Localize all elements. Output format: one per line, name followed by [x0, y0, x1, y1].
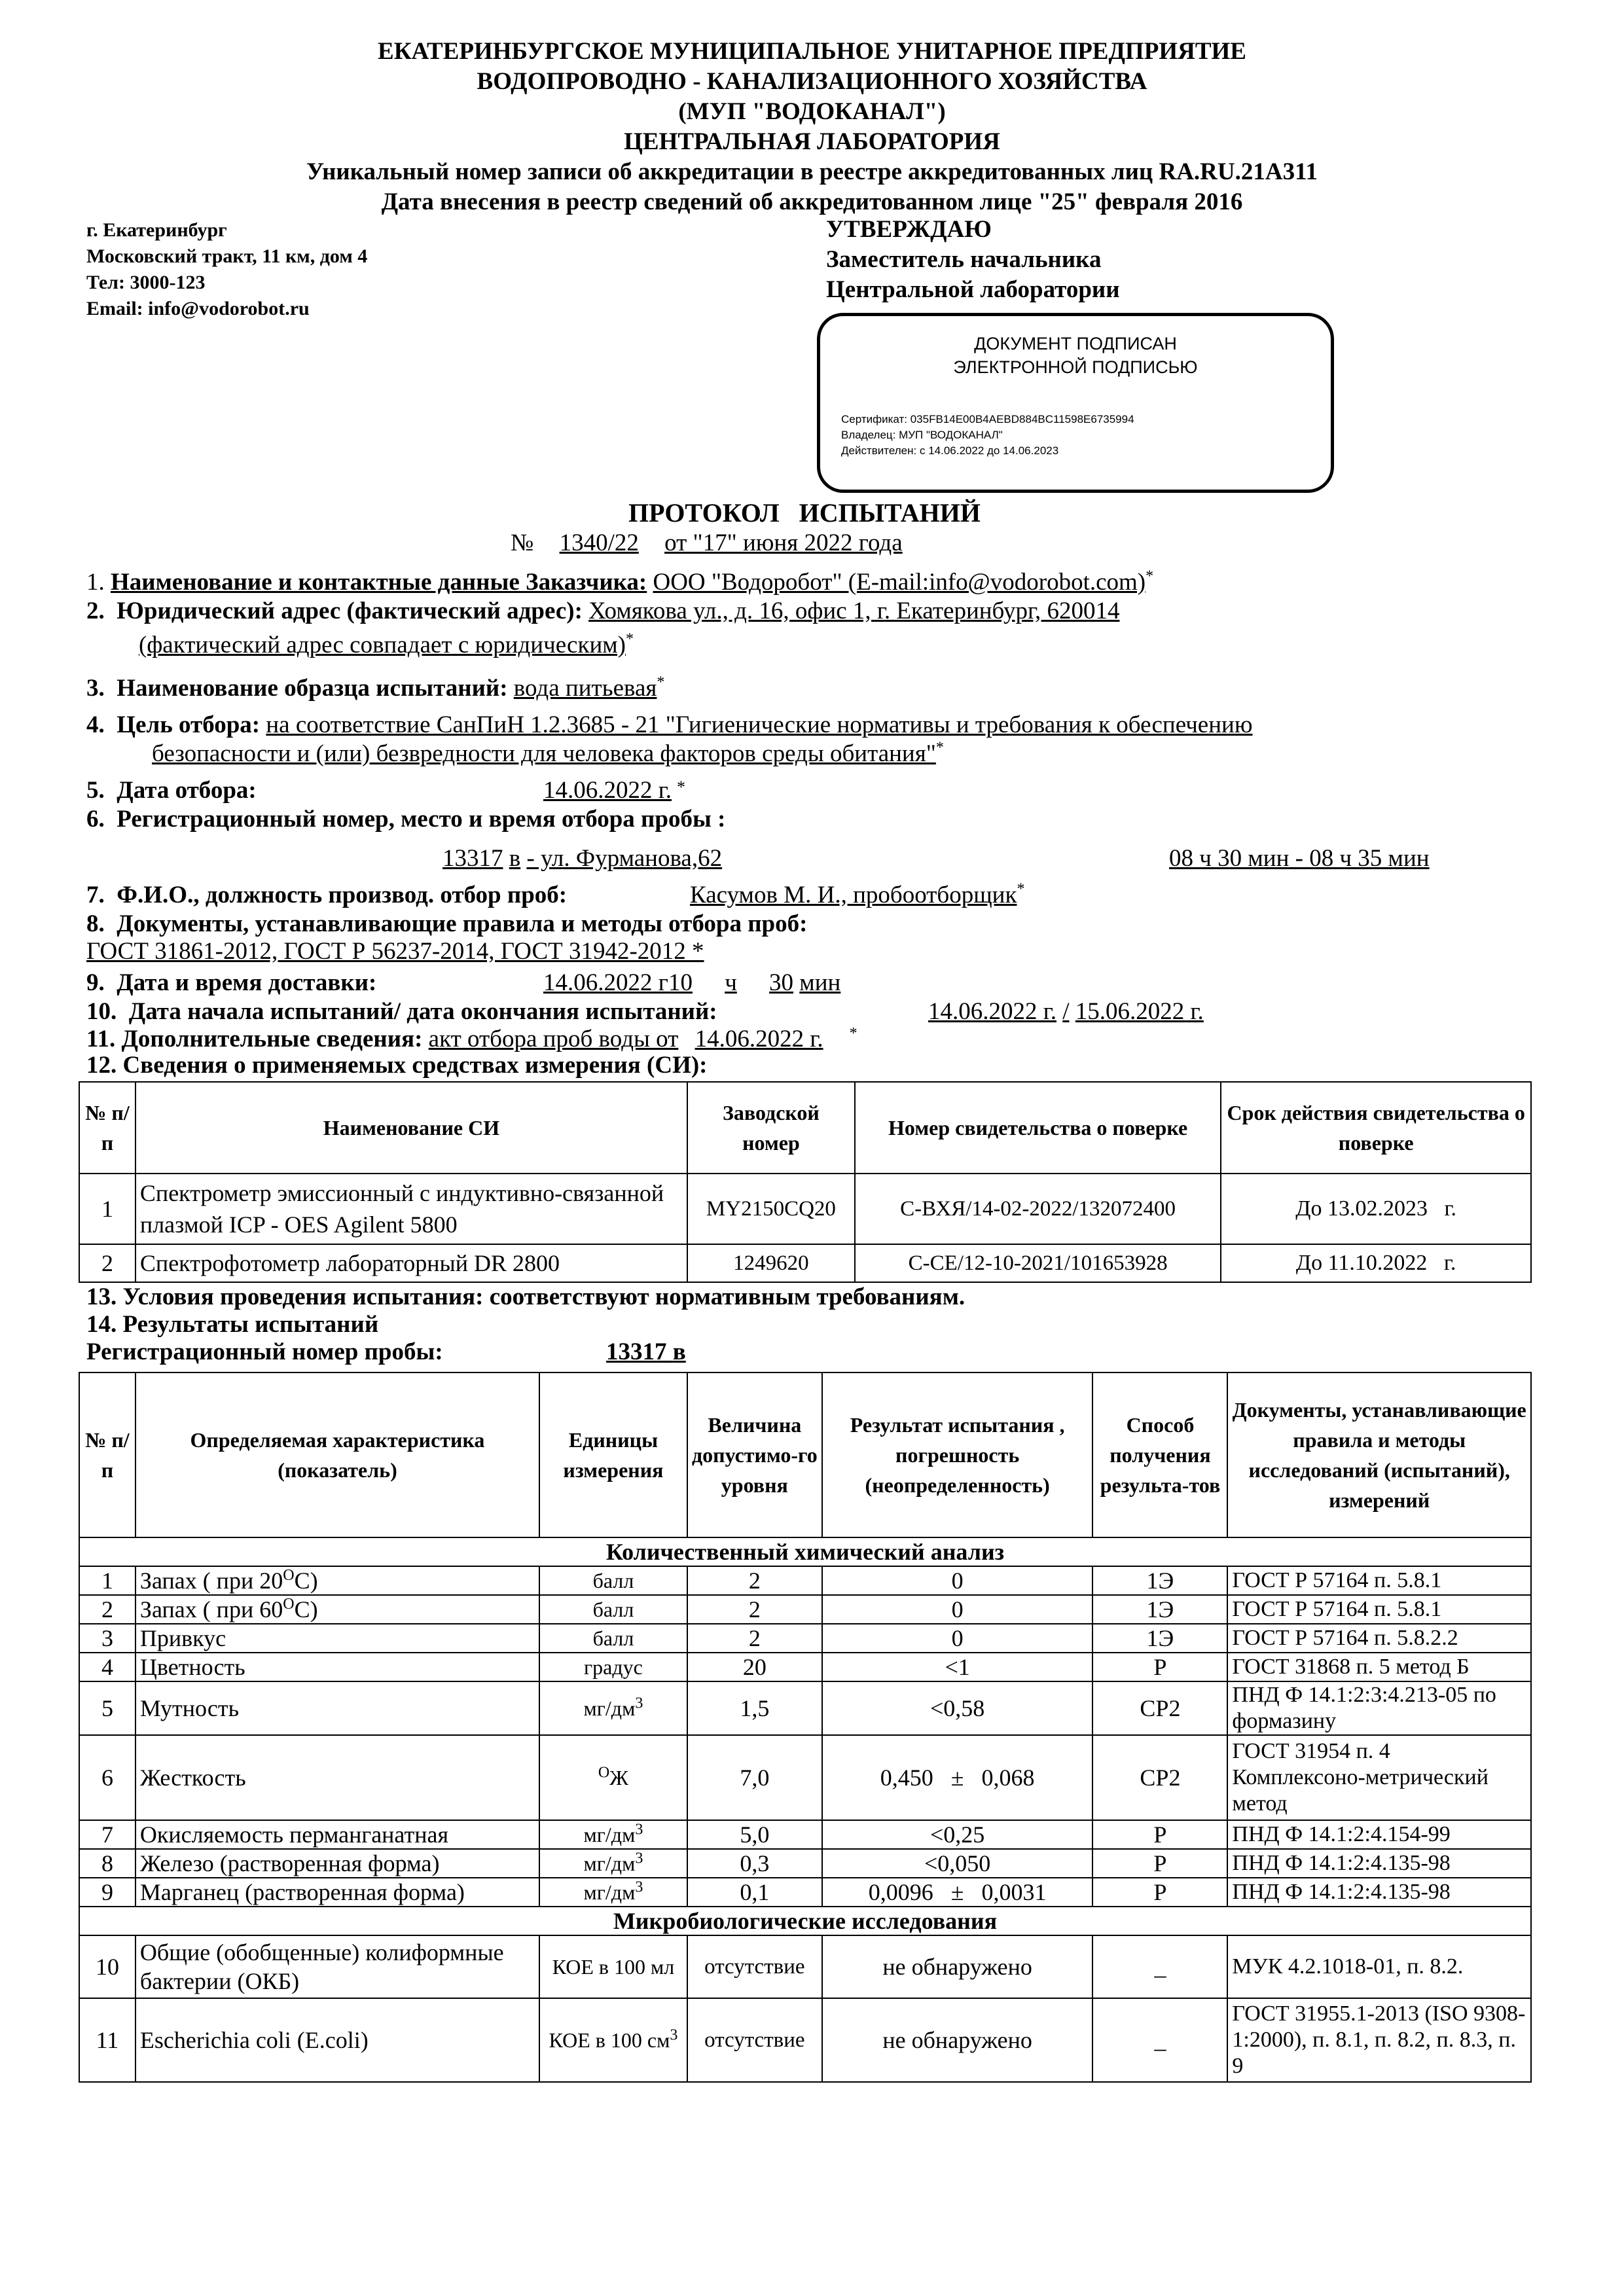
- cell-method: Р: [1092, 1820, 1227, 1849]
- cell-limit: 5,0: [687, 1820, 822, 1849]
- cell-document: ГОСТ Р 57164 п. 5.8.1: [1227, 1566, 1531, 1595]
- item-sample-name: [86, 674, 664, 703]
- item-label: Юридический адрес (фактический адрес):: [117, 598, 583, 624]
- registry-date-line: Дата внесения в реестр сведений об аккредитованном лице "25" февраля 2016: [381, 188, 1243, 215]
- cell-characteristic: Привкус: [135, 1624, 539, 1653]
- item-customer: [86, 568, 1153, 597]
- cell-document: ГОСТ 31954 п. 4 Комплексоно-метрический метод: [1227, 1735, 1531, 1820]
- cell-serial: 1249620: [687, 1244, 855, 1282]
- col-header: Результат испытания , погрешность (неопределенность): [822, 1372, 1093, 1537]
- item-sampling-date: [86, 776, 257, 805]
- asterisk: *: [1146, 567, 1154, 585]
- sample-registration-label: Регистрационный номер пробы:: [86, 1338, 443, 1365]
- asterisk: *: [657, 673, 665, 691]
- sample-name-value: вода питьевая: [513, 675, 657, 702]
- item-label: Ф.И.О., должность производ. отбор проб:: [117, 882, 568, 908]
- section-title: Микробиологические исследования: [79, 1907, 1531, 1935]
- measuring-instruments-table: [79, 1081, 1532, 1283]
- cell-limit: 0,3: [687, 1849, 822, 1878]
- item-number: 8.: [86, 910, 105, 937]
- cell-result: 0: [822, 1595, 1093, 1624]
- sampling-place: - ул. Фурманова,62: [526, 845, 723, 872]
- cell-number: 9: [79, 1878, 135, 1907]
- table-row: [79, 1998, 1531, 2082]
- cell-result: 0,450 ± 0,068: [822, 1735, 1093, 1820]
- legal-address-value: Хомякова ул., д. 16, офис 1, г. Екатеринбург, 620014: [588, 598, 1120, 624]
- sampler-value-line: [690, 881, 1024, 910]
- item-number: 12.: [86, 1052, 117, 1079]
- cell-number: 2: [79, 1595, 135, 1624]
- asterisk: *: [1017, 880, 1025, 898]
- cell-characteristic: Цветность: [135, 1653, 539, 1681]
- table-header-row: [79, 1372, 1531, 1537]
- superscript: 3: [670, 2026, 678, 2044]
- address-street: Московский тракт, 11 км, дом 4: [86, 245, 368, 267]
- superscript: О: [283, 1596, 295, 1613]
- superscript: 3: [635, 1849, 643, 1867]
- cell-unit: $мг/дм^3$: [539, 1681, 687, 1735]
- cell-number: 7: [79, 1820, 135, 1849]
- cell-method: СР2: [1092, 1681, 1227, 1735]
- item-delivery: [86, 969, 376, 997]
- cell-method: Р: [1092, 1653, 1227, 1681]
- protocol-title: ПРОТОКОЛ ИСПЫТАНИЙ: [628, 498, 981, 528]
- approval-line-1: Заместитель начальника: [826, 246, 1102, 273]
- cell-method: _: [1092, 1998, 1227, 2082]
- cell-number: 5: [79, 1681, 135, 1735]
- item-legal-address: [86, 597, 1119, 626]
- cell-unit: градус: [539, 1653, 687, 1681]
- table-row: [79, 1174, 1531, 1244]
- col-header: Способ получения результа-тов: [1092, 1372, 1227, 1537]
- registration-details: [442, 844, 722, 873]
- item-number: 11.: [86, 1026, 116, 1052]
- item-sampling-docs: [86, 910, 807, 939]
- test-end-date: 15.06.2022 г.: [1075, 998, 1204, 1025]
- cell-document: ПНД Ф 14.1:2:3:4.213-05 по формазину: [1227, 1681, 1531, 1735]
- cell-document: ГОСТ Р 57164 п. 5.8.1: [1227, 1595, 1531, 1624]
- table-row: [79, 1244, 1531, 1282]
- col-header: № п/п: [79, 1372, 135, 1537]
- table-row: [79, 1878, 1531, 1907]
- cell-method: _: [1092, 1935, 1227, 1998]
- address-city: г. Екатеринбург: [86, 219, 227, 241]
- item-number: 4.: [86, 711, 105, 738]
- table-row: [79, 1681, 1531, 1735]
- additional-info-date: 14.06.2022 г.: [695, 1026, 823, 1052]
- section-14: 14. Результаты испытаний: [86, 1311, 379, 1338]
- cell-method: СР2: [1092, 1735, 1227, 1820]
- cell-method: 1Э: [1092, 1624, 1227, 1653]
- cell-number: 3: [79, 1624, 135, 1653]
- cell-certificate: С-СЕ/12-10-2021/101653928: [855, 1244, 1221, 1282]
- cell-number: 2: [79, 1244, 135, 1282]
- item-test-dates: [86, 997, 717, 1026]
- item-sampler: [86, 881, 567, 910]
- asterisk: *: [935, 739, 944, 757]
- sample-registration-value: [606, 1338, 686, 1367]
- item-number: 5.: [86, 777, 105, 804]
- cell-result: <1: [822, 1653, 1093, 1681]
- item-label: Наименование и контактные данные Заказчика:: [111, 569, 647, 596]
- sample-registration-line: [86, 1338, 443, 1367]
- cell-result: <0,58: [822, 1681, 1093, 1735]
- cell-limit: 7,0: [687, 1735, 822, 1820]
- actual-address-note: (фактический адрес совпадает с юридическим): [139, 632, 626, 658]
- item-sampling-purpose: [86, 711, 1252, 740]
- cell-limit: отсутствие: [687, 1998, 822, 2082]
- sampling-time: 08 ч 30 мин - 08 ч 35 мин: [1169, 845, 1430, 872]
- item-label: Дата начала испытаний/ дата окончания испытаний:: [128, 998, 717, 1025]
- cell-characteristic: Железо (растворенная форма): [135, 1849, 539, 1878]
- test-dates-value: [928, 997, 1204, 1026]
- col-header: Номер свидетельства о поверке: [855, 1082, 1221, 1174]
- cell-unit: балл: [539, 1595, 687, 1624]
- delivery-hour: 10: [668, 969, 693, 996]
- col-header: № п/п: [79, 1082, 135, 1174]
- cell-document: ГОСТ 31868 п. 5 метод Б: [1227, 1653, 1531, 1681]
- asterisk: *: [625, 630, 634, 648]
- item-number: 3.: [86, 675, 105, 702]
- cell-characteristic: Марганец (растворенная форма): [135, 1878, 539, 1907]
- table-row: [79, 1820, 1531, 1849]
- table-row: [79, 1935, 1531, 1998]
- item-sampling-purpose-cont: [86, 740, 944, 768]
- cell-characteristic: Запах ( при $20^ОС$): [135, 1566, 539, 1595]
- item-number: 9.: [86, 969, 105, 996]
- delivery-minute-unit: мин: [799, 969, 841, 996]
- section-title: Количественный химический анализ: [79, 1537, 1531, 1566]
- cell-number: 1: [79, 1174, 135, 1244]
- org-line-2: ВОДОПРОВОДНО - КАНАЛИЗАЦИОННОГО ХОЗЯЙСТВА: [477, 68, 1147, 95]
- cell-unit: $мг/дм^3$: [539, 1878, 687, 1907]
- col-header: Срок действия свидетельства о поверке: [1221, 1082, 1531, 1174]
- cell-certificate: С-ВХЯ/14-02-2022/132072400: [855, 1174, 1221, 1244]
- col-header: Наименование СИ: [135, 1082, 687, 1174]
- cell-method: 1Э: [1092, 1595, 1227, 1624]
- cell-limit: 0,1: [687, 1878, 822, 1907]
- col-header: Величина допустимо-го уровня: [687, 1372, 822, 1537]
- superscript: 3: [635, 1878, 643, 1895]
- results-table: [79, 1372, 1532, 2083]
- cell-result: <0,25: [822, 1820, 1093, 1849]
- delivery-minute: 30: [769, 969, 794, 996]
- cell-document: ПНД Ф 14.1:2:4.135-98: [1227, 1849, 1531, 1878]
- cell-characteristic: Жесткость: [135, 1735, 539, 1820]
- item-label: Наименование образца испытаний:: [117, 675, 508, 702]
- cell-number: 4: [79, 1653, 135, 1681]
- cell-instrument-name: Спектрофотометр лабораторный DR 2800: [135, 1244, 687, 1282]
- cell-unit: КОЕ в 100 $см^3$: [539, 1998, 687, 2082]
- protocol-number: 1340/22: [559, 529, 639, 556]
- sampling-date-value: 14.06.2022 г.: [543, 777, 672, 804]
- address-email: Email: info@vodorobot.ru: [86, 298, 310, 319]
- cell-unit: $мг/дм^3$: [539, 1849, 687, 1878]
- cell-limit: отсутствие: [687, 1935, 822, 1998]
- cell-method: 1Э: [1092, 1566, 1227, 1595]
- stamp-line-1: ДОКУМЕНТ ПОДПИСАН: [974, 334, 1177, 353]
- stamp-line-2: ЭЛЕКТРОННОЙ ПОДПИСЬЮ: [953, 357, 1198, 377]
- registration-in: в: [509, 845, 521, 872]
- table-row: [79, 1849, 1531, 1878]
- cell-number: 8: [79, 1849, 135, 1878]
- item-number: 7.: [86, 882, 105, 908]
- table-row: [79, 1653, 1531, 1681]
- superscript: 3: [635, 1694, 643, 1712]
- section-row-microbiology: [79, 1907, 1531, 1935]
- item-label: Цель отбора:: [117, 711, 261, 738]
- address-phone: Тел: 3000-123: [86, 272, 206, 293]
- chemistry-rows: [79, 1566, 1531, 1907]
- approval-line-2: Центральной лаборатории: [826, 276, 1120, 303]
- superscript: 3: [635, 1820, 643, 1838]
- section-row-chemistry: [79, 1537, 1531, 1566]
- item-legal-address-note: [86, 631, 634, 660]
- cell-validity: До 13.02.2023 г.: [1221, 1174, 1531, 1244]
- protocol-number-line: [511, 529, 903, 558]
- additional-info-value: акт отбора проб воды от: [428, 1026, 679, 1052]
- item-number: 2.: [86, 598, 105, 624]
- cell-characteristic: Мутность: [135, 1681, 539, 1735]
- microbiology-rows: [79, 1935, 1531, 2082]
- delivery-hour-unit: ч: [725, 969, 737, 996]
- cell-number: 6: [79, 1735, 135, 1820]
- sampler-value: Касумов М. И., пробоотборщик: [690, 882, 1017, 908]
- cell-characteristic: Escherichia coli (E.coli): [135, 1998, 539, 2082]
- accreditation-line: Уникальный номер записи об аккредитации в реестре аккредитованных лиц RA.RU.21А311: [306, 158, 1318, 185]
- superscript: О: [283, 1567, 295, 1584]
- cell-result: 0: [822, 1624, 1093, 1653]
- org-line-4: ЦЕНТРАЛЬНАЯ ЛАБОРАТОРИЯ: [624, 128, 1000, 155]
- section-13: 13. Условия проведения испытания: соответствуют нормативным требованиям.: [86, 1283, 965, 1310]
- cell-validity: До 11.10.2022 г.: [1221, 1244, 1531, 1282]
- cell-characteristic: Запах ( при $60^ОС$): [135, 1595, 539, 1624]
- sampling-purpose-value-2: безопасности и (или) безвредности для человека факторов среды обитания": [152, 740, 936, 767]
- col-header: Единицы измерения: [539, 1372, 687, 1537]
- customer-value: ООО "Водоробот" (E-mail:info@vodorobot.com): [653, 569, 1146, 596]
- cell-limit: 1,5: [687, 1681, 822, 1735]
- item-label: Дополнительные сведения:: [121, 1026, 423, 1052]
- electronic-signature-stamp: [817, 313, 1334, 493]
- cell-limit: 20: [687, 1653, 822, 1681]
- item-number: 10.: [86, 998, 117, 1025]
- item-label: Регистрационный номер, место и время отбора пробы :: [117, 806, 726, 833]
- table-row: [79, 1595, 1531, 1624]
- sample-registration-in: в: [672, 1338, 686, 1365]
- item-measuring-instruments: [86, 1051, 708, 1080]
- cell-method: Р: [1092, 1849, 1227, 1878]
- cell-document: ГОСТ 31955.1-2013 (ISO 9308-1:2000), п. 8.1, п. 8.2, п. 8.3, п. 9: [1227, 1998, 1531, 2082]
- delivery-date: 14.06.2022 г: [543, 969, 668, 996]
- cell-document: МУК 4.2.1018-01, п. 8.2.: [1227, 1935, 1531, 1998]
- cell-unit: балл: [539, 1566, 687, 1595]
- cell-instrument-name: Спектрометр эмиссионный с индуктивно-связанной плазмой ICP - OES Agilent 5800: [135, 1174, 687, 1244]
- cell-document: ПНД Ф 14.1:2:4.154-99: [1227, 1820, 1531, 1849]
- col-header: Документы, устанавливающие правила и методы исследований (испытаний), измерений: [1227, 1372, 1531, 1537]
- cell-characteristic: Общие (обобщенные) колиформные бактерии (ОКБ): [135, 1935, 539, 1998]
- protocol-number-sign: №: [511, 529, 534, 556]
- cell-serial: MY2150CQ20: [687, 1174, 855, 1244]
- stamp-certificate: Сертификат: 035FB14E00B4AEBD884BC11598E6735994: [841, 413, 1134, 425]
- cell-number: 1: [79, 1566, 135, 1595]
- sampling-purpose-value: на соответствие СанПиН 1.2.3685 - 21 "Гигиенические нормативы и требования к обеспечению: [266, 711, 1253, 738]
- table-row: [79, 1566, 1531, 1595]
- cell-unit: КОЕ в 100 мл: [539, 1935, 687, 1998]
- table-header-row: [79, 1082, 1531, 1174]
- asterisk: *: [849, 1024, 857, 1042]
- cell-result: 0,0096 ± 0,0031: [822, 1878, 1093, 1907]
- cell-limit: 2: [687, 1624, 822, 1653]
- approval-title: УТВЕРЖДАЮ: [826, 216, 992, 243]
- col-header: Заводской номер: [687, 1082, 855, 1174]
- cell-result: <0,050: [822, 1849, 1093, 1878]
- cell-unit: $мг/дм^3$: [539, 1820, 687, 1849]
- test-start-date: 14.06.2022 г.: [928, 998, 1057, 1025]
- stamp-validity: Действителен: с 14.06.2022 до 14.06.2023: [841, 444, 1059, 457]
- cell-unit: $^О$Ж: [539, 1735, 687, 1820]
- cell-result: не обнаружено: [822, 1935, 1093, 1998]
- test-dates-separator: /: [1062, 998, 1070, 1025]
- item-registration: [86, 805, 725, 834]
- superscript: О: [598, 1763, 610, 1781]
- item-number: 1.: [86, 569, 105, 596]
- cell-characteristic: Окисляемость перманганатная: [135, 1820, 539, 1849]
- item-label: Сведения о применяемых средствах измерения (СИ):: [122, 1052, 708, 1079]
- cell-limit: 2: [687, 1595, 822, 1624]
- cell-number: 10: [79, 1935, 135, 1998]
- cell-unit: балл: [539, 1624, 687, 1653]
- col-header: Определяемая характеристика (показатель): [135, 1372, 539, 1537]
- table-row: [79, 1735, 1531, 1820]
- item-label: Документы, устанавливающие правила и методы отбора проб:: [117, 910, 808, 937]
- protocol-date: от "17" июня 2022 года: [664, 529, 903, 556]
- cell-method: Р: [1092, 1878, 1227, 1907]
- item-additional-info: [86, 1025, 857, 1054]
- item-number: 6.: [86, 806, 105, 833]
- asterisk: *: [677, 778, 685, 797]
- cell-number: 11: [79, 1998, 135, 2082]
- table-row: [79, 1624, 1531, 1653]
- org-line-3: (МУП "ВОДОКАНАЛ"): [678, 98, 946, 125]
- org-line-1: ЕКАТЕРИНБУРГСКОЕ МУНИЦИПАЛЬНОЕ УНИТАРНОЕ ПРЕДПРИЯТИЕ: [378, 38, 1246, 65]
- delivery-value: [543, 969, 840, 997]
- item-label: Дата и время доставки:: [117, 969, 377, 996]
- stamp-owner: Владелец: МУП "ВОДОКАНАЛ": [841, 429, 1003, 441]
- cell-result: не обнаружено: [822, 1998, 1093, 2082]
- item-label: Дата отбора:: [117, 777, 257, 804]
- cell-limit: 2: [687, 1566, 822, 1595]
- cell-document: ГОСТ Р 57164 п. 5.8.2.2: [1227, 1624, 1531, 1653]
- cell-document: ПНД Ф 14.1:2:4.135-98: [1227, 1878, 1531, 1907]
- sample-registration-number: 13317: [606, 1338, 667, 1365]
- cell-result: 0: [822, 1566, 1093, 1595]
- sampling-docs-value: ГОСТ 31861-2012, ГОСТ Р 56237-2014, ГОСТ 31942-2012 *: [86, 938, 704, 965]
- registration-number: 13317: [442, 845, 503, 872]
